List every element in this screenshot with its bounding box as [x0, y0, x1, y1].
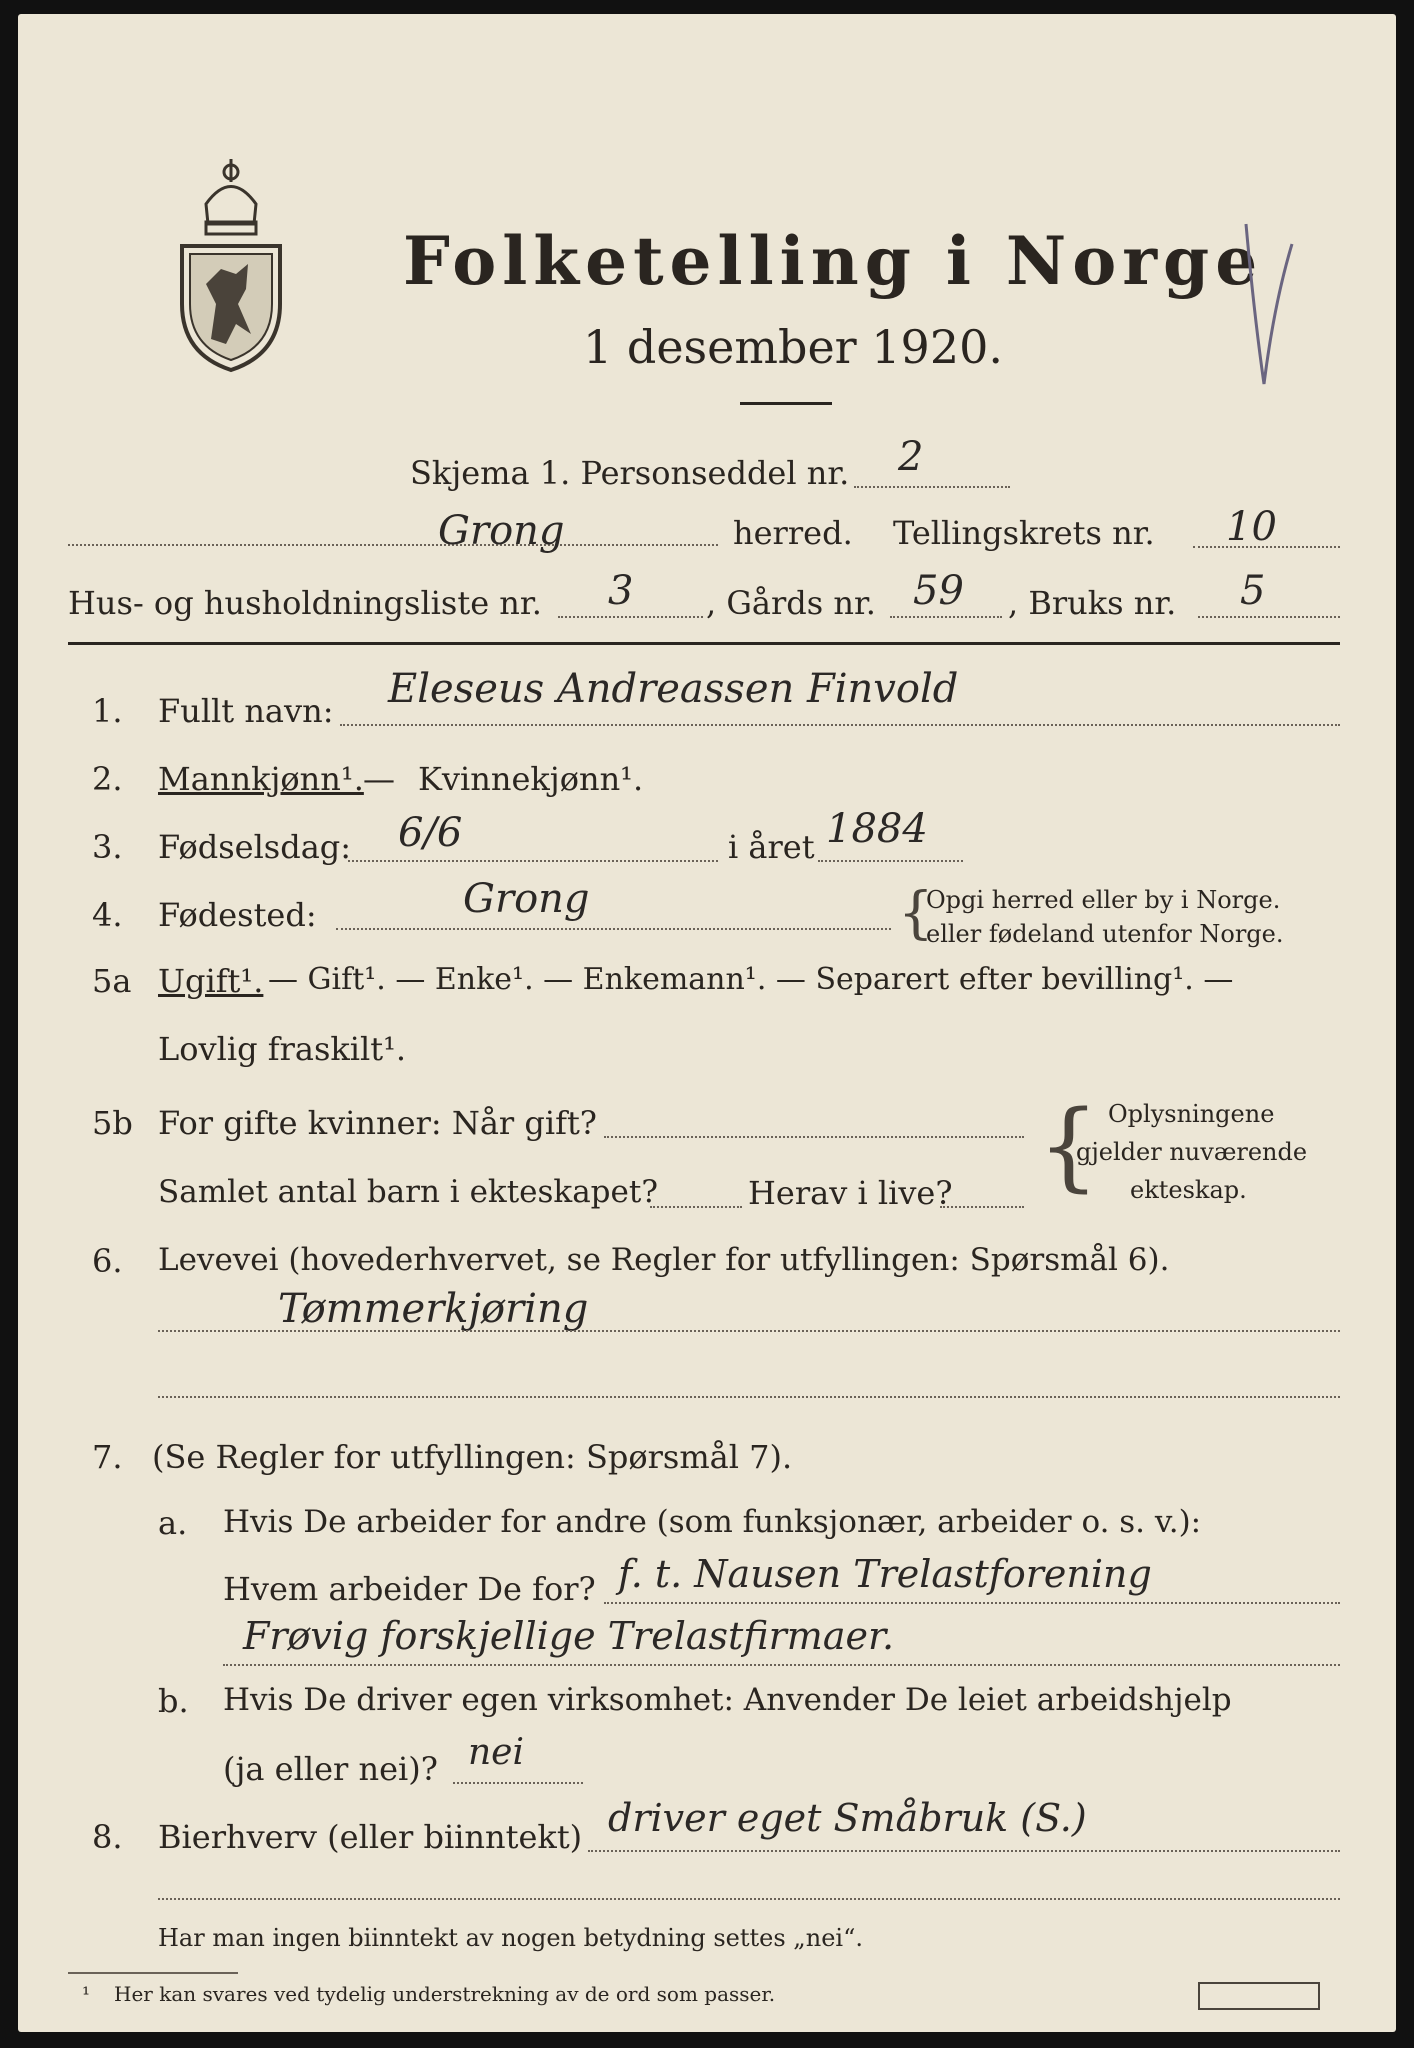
q7a-value-2[interactable]: Frøvig forskjellige Trelastfirmaer.: [243, 1614, 895, 1658]
q6-label: Levevei (hovederhvervet, se Regler for utfyllingen: Spørsmål 6).: [158, 1242, 1170, 1278]
q2-num: 2.: [92, 760, 123, 798]
tellingskrets-nr[interactable]: 10: [1226, 504, 1277, 550]
q5b-label-1: For gifte kvinner: Når gift?: [158, 1104, 597, 1142]
q4-num: 4.: [92, 896, 123, 934]
gards-nr[interactable]: 59: [913, 568, 964, 614]
footnote-text: Her kan svares ved tydelig understrekning av de ord som passer.: [114, 1982, 776, 2006]
q5b-label-3: Herav i live?: [748, 1174, 953, 1212]
form-title: Folketelling i Norge: [403, 222, 1264, 300]
q7-label: (Se Regler for utfyllingen: Spørsmål 7).: [152, 1438, 793, 1476]
q5b-note-2: gjelder nuværende: [1076, 1138, 1308, 1166]
q4-label: Fødested:: [158, 896, 317, 934]
q7b-value[interactable]: nei: [468, 1732, 525, 1773]
footer-note: Har man ingen biinntekt av nogen betydning settes „nei“.: [158, 1924, 863, 1952]
q7b-num: b.: [158, 1682, 189, 1720]
bruks-nr[interactable]: 5: [1240, 568, 1266, 614]
skjema-label: Skjema 1. Personseddel nr.: [410, 454, 850, 492]
q5b-note-1: Oplysningene: [1108, 1100, 1275, 1128]
q4-note-2: eller fødeland utenfor Norge.: [926, 920, 1284, 948]
q8-label: Bierhverv (eller biinntekt): [158, 1818, 583, 1856]
q2-female[interactable]: Kvinnekjønn¹.: [418, 760, 644, 798]
check-mark-icon: [1240, 214, 1300, 394]
q6-num: 6.: [92, 1242, 123, 1280]
footnote-mark: ¹: [82, 1982, 91, 2006]
header-rule: [68, 642, 1340, 645]
q5a-options[interactable]: — Gift¹. — Enke¹. — Enkemann¹. — Separert efter bevilling¹. —: [268, 962, 1234, 997]
q7a-label: Hvis De arbeider for andre (som funksjonær, arbeider o. s. v.):: [223, 1504, 1202, 1540]
q7b-label: Hvis De driver egen virksomhet: Anvender De leiet arbeidshjelp: [223, 1682, 1232, 1718]
q4-value[interactable]: Grong: [463, 876, 590, 922]
census-form: [18, 14, 1396, 2032]
personseddel-nr[interactable]: 2: [898, 434, 924, 480]
footnote-rule: [68, 1972, 238, 1974]
tellingskrets-label: Tellingskrets nr.: [893, 514, 1155, 552]
q5a-ugift[interactable]: Ugift¹.: [158, 962, 264, 1000]
q2-male[interactable]: Mannkjønn¹.: [158, 760, 364, 798]
q3-year-value[interactable]: 1884: [826, 806, 928, 852]
printer-stamp-icon: [1198, 1982, 1320, 2010]
q3-value[interactable]: 6/6: [398, 810, 463, 856]
bruks-label: , Bruks nr.: [1008, 584, 1177, 622]
q8-num: 8.: [92, 1818, 123, 1856]
q4-note-1: Opgi herred eller by i Norge.: [926, 886, 1281, 914]
coat-of-arms-icon: [176, 154, 286, 374]
husliste-nr[interactable]: 3: [608, 568, 634, 614]
q3-year-label: i året: [728, 828, 815, 866]
title-divider: [740, 402, 832, 405]
q7-num: 7.: [92, 1438, 123, 1476]
form-date: 1 desember 1920.: [583, 320, 1003, 374]
q8-value[interactable]: driver eget Småbruk (S.): [608, 1796, 1087, 1840]
herred-label: herred.: [733, 514, 853, 552]
q5a-line2[interactable]: Lovlig fraskilt¹.: [158, 1030, 407, 1068]
q5b-brace: {: [1038, 1090, 1100, 1202]
q3-label: Fødselsdag:: [158, 828, 352, 866]
q1-value[interactable]: Eleseus Andreassen Finvold: [388, 666, 959, 712]
gards-label: , Gårds nr.: [706, 584, 876, 622]
q6-value[interactable]: Tømmerkjøring: [278, 1286, 589, 1332]
herred-value[interactable]: Grong: [438, 508, 565, 554]
q1-num: 1.: [92, 692, 123, 730]
q1-label: Fullt navn:: [158, 692, 334, 730]
q7a-num: a.: [158, 1504, 188, 1542]
q4-brace: {: [898, 881, 934, 946]
q7a-value-1[interactable]: f. t. Nausen Trelastforening: [618, 1552, 1152, 1596]
q7a-sub: Hvem arbeider De for?: [223, 1570, 596, 1608]
q5a-num: 5a: [92, 962, 132, 1000]
q2-sep: —: [363, 760, 395, 798]
q7b-sub: (ja eller nei)?: [223, 1750, 438, 1788]
q5b-num: 5b: [92, 1104, 133, 1142]
husliste-label: Hus- og husholdningsliste nr.: [68, 584, 542, 622]
q3-num: 3.: [92, 828, 123, 866]
q5b-note-3: ekteskap.: [1130, 1176, 1247, 1204]
q5b-label-2: Samlet antal barn i ekteskapet?: [158, 1174, 658, 1210]
